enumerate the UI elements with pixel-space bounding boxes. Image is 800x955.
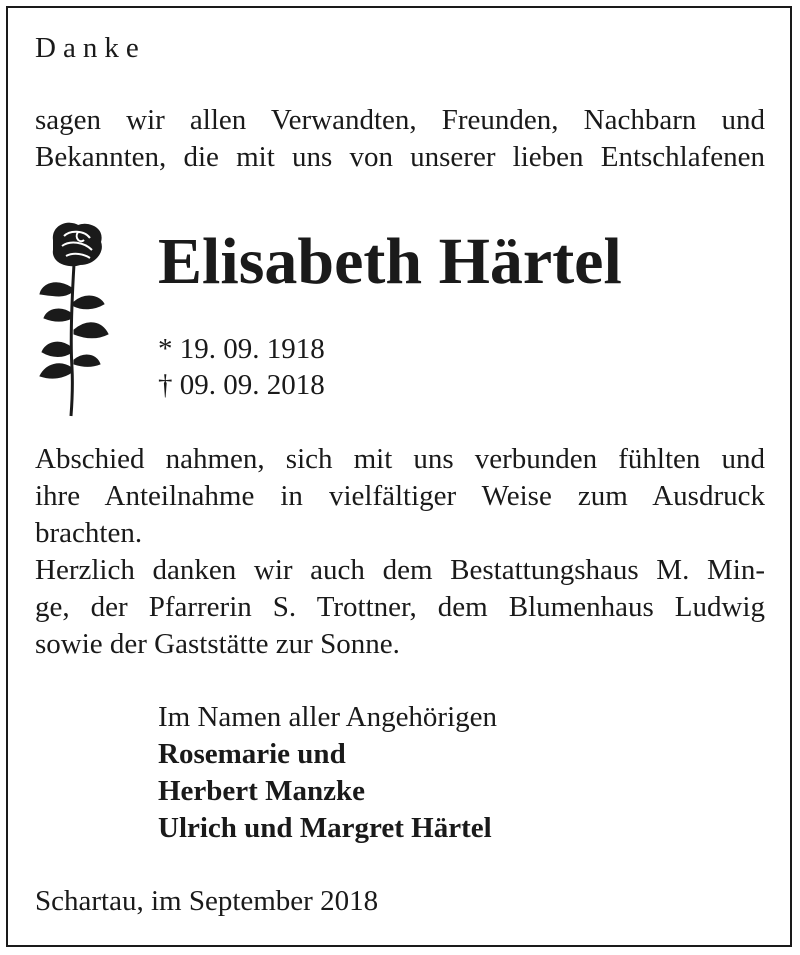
body-line-1: Abschied nahmen, sich mit uns verbunden fühlten und [35, 443, 765, 475]
rose-icon [34, 218, 114, 418]
signature-line-1: Rosemarie und [158, 738, 346, 770]
body-line-4: Herzlich danken wir auch dem Bestattungshaus M. Min- [35, 554, 765, 586]
deceased-name: Elisabeth Härtel [158, 225, 622, 298]
signature-intro: Im Namen aller Angehörigen [158, 701, 498, 733]
death-date: † 09. 09. 2018 [158, 369, 325, 401]
signature-line-2: Herbert Manzke [158, 775, 365, 807]
body-line-5: ge, der Pfarrerin S. Trottner, dem Blumenhaus Ludwig [35, 591, 765, 623]
body-line-3: brachten. [35, 517, 143, 549]
body-line-6: sowie der Gaststätte zur Sonne. [35, 628, 400, 660]
signature-line-3: Ulrich und Margret Härtel [158, 812, 492, 844]
body-line-2: ihre Anteilnahme in vielfältiger Weise zum Ausdruck [35, 480, 765, 512]
intro-line-1: sagen wir allen Verwandten, Freunden, Nachbarn und [35, 104, 765, 136]
footer-place-date: Schartau, im September 2018 [35, 885, 379, 917]
birth-date: * 19. 09. 1918 [158, 333, 325, 365]
intro-line-2: Bekannten, die mit uns von unserer lieben Entschlafenen [35, 141, 765, 173]
heading-danke: Danke [35, 32, 146, 64]
